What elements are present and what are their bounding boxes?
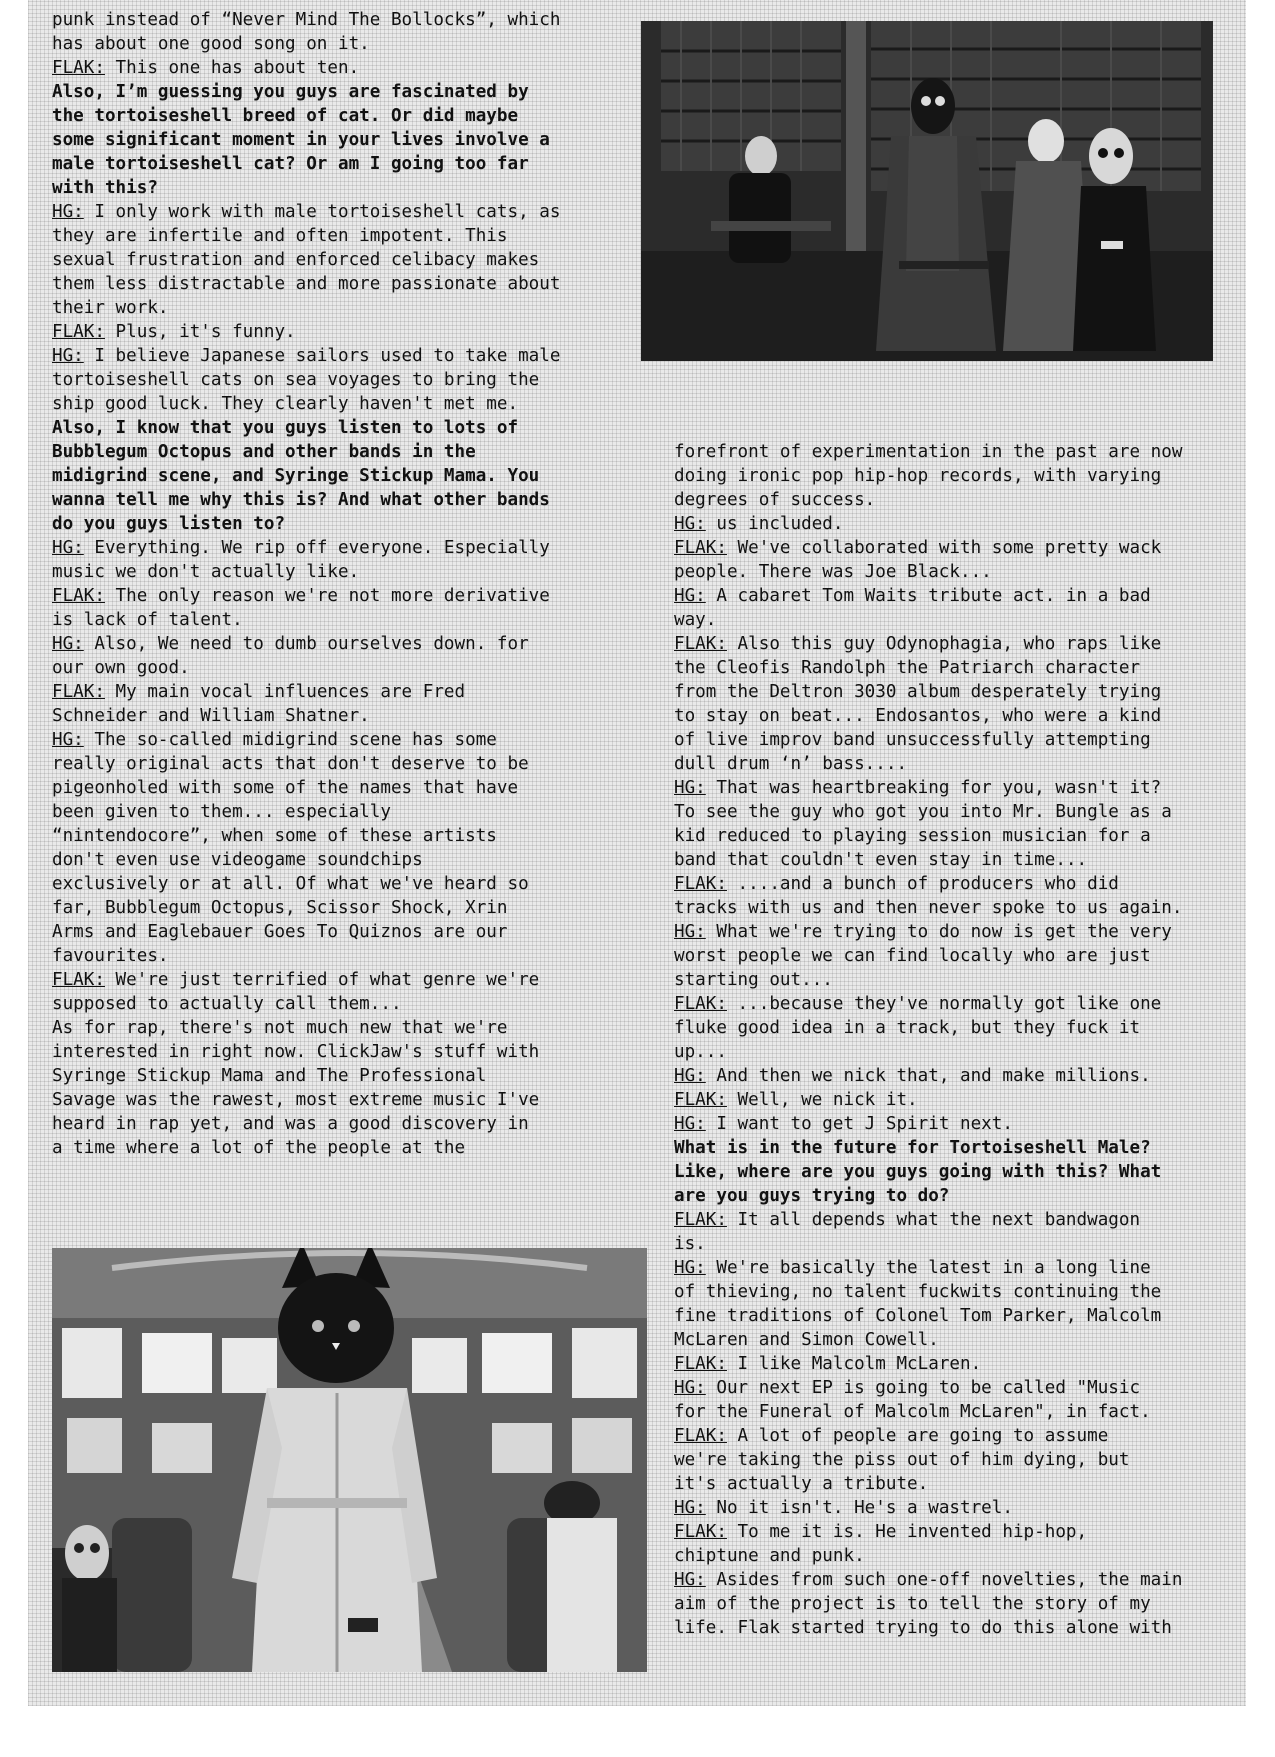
interview-answer-text: Well, we nick it.: [726, 1090, 918, 1110]
interview-answer-text: No it isn't. He's a wastrel.: [705, 1498, 1013, 1518]
speaker-label: HG:: [674, 1498, 706, 1518]
left-column-line: [52, 296, 612, 320]
right-column-line: [674, 1328, 1234, 1352]
left-column-line: [52, 632, 612, 656]
right-column-line: [674, 1064, 1234, 1088]
interview-question-text: Also, I’m guessing you guys are fascinated by: [52, 82, 529, 102]
interview-answer-text: chiptune and punk.: [674, 1546, 865, 1566]
speaker-label: FLAK:: [52, 58, 105, 78]
interview-answer-text: fine traditions of Colonel Tom Parker, Malcolm: [674, 1306, 1162, 1326]
interview-answer-text: dull drum ‘n’ bass....: [674, 754, 908, 774]
interview-answer-text: As for rap, there's not much new that we're: [52, 1018, 508, 1038]
right-column-line: [674, 944, 1234, 968]
left-column-line: [52, 344, 612, 368]
right-column-line: [674, 824, 1234, 848]
interview-answer-text: them less distractable and more passionate about: [52, 274, 561, 294]
interview-answer-text: ship good luck. They clearly haven't met me.: [52, 394, 519, 414]
interview-answer-text: up...: [674, 1042, 727, 1062]
left-text-column: [52, 8, 612, 1160]
left-column-line: [52, 272, 612, 296]
speaker-label: HG:: [674, 922, 706, 942]
interview-answer-text: ...because they've normally got like one: [726, 994, 1162, 1014]
interview-answer-text: a time where a lot of the people at the: [52, 1138, 466, 1158]
right-column-line: [674, 728, 1234, 752]
interview-answer-text: My main vocal influences are Fred: [104, 682, 466, 702]
interview-answer-text: I like Malcolm McLaren.: [726, 1354, 982, 1374]
interview-answer-text: from the Deltron 3030 album desperately trying: [674, 682, 1162, 702]
interview-answer-text: I only work with male tortoiseshell cats, as: [83, 202, 561, 222]
right-column-line: [674, 776, 1234, 800]
interview-answer-text: kid reduced to playing session musician for a: [674, 826, 1151, 846]
speaker-label: HG:: [674, 778, 706, 798]
interview-answer-text: don't even use videogame soundchips: [52, 850, 423, 870]
interview-answer-text: Everything. We rip off everyone. Especially: [83, 538, 550, 558]
interview-answer-text: Our next EP is going to be called "Music: [705, 1378, 1141, 1398]
right-text-column: [674, 440, 1234, 1640]
interview-question-text: with this?: [52, 178, 158, 198]
right-column-line: [674, 1448, 1234, 1472]
interview-question-text: are you guys trying to do?: [674, 1186, 950, 1206]
interview-answer-text: has about one good song on it.: [52, 34, 370, 54]
left-column-line: [52, 224, 612, 248]
speaker-label: FLAK:: [674, 874, 727, 894]
interview-answer-text: sexual frustration and enforced celibacy makes: [52, 250, 540, 270]
right-column-line: [674, 608, 1234, 632]
right-column-line: [674, 536, 1234, 560]
interview-answer-text: their work.: [52, 298, 169, 318]
left-column-line: [52, 872, 612, 896]
speaker-label: HG:: [52, 346, 84, 366]
right-column-line: [674, 968, 1234, 992]
interview-answer-text: We're just terrified of what genre we're: [104, 970, 540, 990]
right-column-line: [674, 1616, 1234, 1640]
left-column-line: [52, 512, 612, 536]
speaker-label: FLAK:: [52, 586, 105, 606]
left-column-line: [52, 824, 612, 848]
right-column-line: [674, 680, 1234, 704]
interview-answer-text: ....and a bunch of producers who did: [726, 874, 1119, 894]
interview-answer-text: McLaren and Simon Cowell.: [674, 1330, 939, 1350]
interview-answer-text: interested in right now. ClickJaw's stuff with: [52, 1042, 540, 1062]
left-column-line: [52, 704, 612, 728]
left-column-line: [52, 848, 612, 872]
interview-answer-text: worst people we can find locally who are just: [674, 946, 1151, 966]
interview-answer-text: it's actually a tribute.: [674, 1474, 929, 1494]
right-column-line: [674, 1568, 1234, 1592]
interview-answer-text: fluke good idea in a track, but they fuck it: [674, 1018, 1141, 1038]
left-column-line: [52, 440, 612, 464]
interview-answer-text: Syringe Stickup Mama and The Professional: [52, 1066, 487, 1086]
interview-answer-text: supposed to actually call them...: [52, 994, 402, 1014]
interview-answer-text: And then we nick that, and make millions.: [705, 1066, 1151, 1086]
speaker-label: FLAK:: [674, 994, 727, 1014]
left-column-line: [52, 1040, 612, 1064]
right-column-line: [674, 752, 1234, 776]
speaker-label: FLAK:: [52, 682, 105, 702]
interview-answer-text: favourites.: [52, 946, 169, 966]
left-column-line: [52, 776, 612, 800]
left-column-line: [52, 680, 612, 704]
right-column-line: [674, 872, 1234, 896]
left-column-line: [52, 536, 612, 560]
interview-question-text: Like, where are you guys going with this? What: [674, 1162, 1162, 1182]
interview-answer-text: I want to get J Spirit next.: [705, 1114, 1013, 1134]
right-column-line: [674, 1520, 1234, 1544]
left-column-line: [52, 560, 612, 584]
left-column-line: [52, 248, 612, 272]
right-column-line: [674, 1400, 1234, 1424]
interview-answer-text: of live improv band unsuccessfully attempting: [674, 730, 1151, 750]
left-column-line: [52, 944, 612, 968]
right-column-line: [674, 704, 1234, 728]
interview-answer-text: far, Bubblegum Octopus, Scissor Shock, Xrin: [52, 898, 508, 918]
interview-answer-text: us included.: [705, 514, 844, 534]
interview-question-text: midigrind scene, and Syringe Stickup Mama. You: [52, 466, 540, 486]
interview-answer-text: way.: [674, 610, 717, 630]
bus-cat-photo-graphic: [52, 1248, 647, 1672]
left-column-line: [52, 584, 612, 608]
left-column-line: [52, 1016, 612, 1040]
left-column-line: [52, 656, 612, 680]
right-column-line: [674, 656, 1234, 680]
right-column-line: [674, 992, 1234, 1016]
interview-question-text: the tortoiseshell breed of cat. Or did maybe: [52, 106, 519, 126]
interview-answer-text: doing ironic pop hip-hop records, with varying: [674, 466, 1162, 486]
left-column-line: [52, 152, 612, 176]
interview-answer-text: band that couldn't even stay in time...: [674, 850, 1088, 870]
right-column-line: [674, 1496, 1234, 1520]
interview-answer-text: exclusively or at all. Of what we've heard so: [52, 874, 529, 894]
speaker-label: FLAK:: [52, 322, 105, 342]
right-column-line: [674, 488, 1234, 512]
speaker-label: FLAK:: [52, 970, 105, 990]
left-column-line: [52, 464, 612, 488]
left-column-line: [52, 800, 612, 824]
interview-answer-text: Also, We need to dumb ourselves down. for: [83, 634, 529, 654]
interview-answer-text: degrees of success.: [674, 490, 876, 510]
right-column-line: [674, 584, 1234, 608]
interview-answer-text: Also this guy Odynophagia, who raps like: [726, 634, 1162, 654]
interview-answer-text: Asides from such one-off novelties, the main: [705, 1570, 1183, 1590]
interview-question-text: What is in the future for Tortoiseshell Male?: [674, 1138, 1151, 1158]
interview-answer-text: A cabaret Tom Waits tribute act. in a bad: [705, 586, 1151, 606]
right-column-line: [674, 1088, 1234, 1112]
interview-answer-text: heard in rap yet, and was a good discovery in: [52, 1114, 529, 1134]
left-column-line: [52, 608, 612, 632]
interview-question-text: male tortoiseshell cat? Or am I going too far: [52, 154, 529, 174]
interview-answer-text: Savage was the rawest, most extreme music I've: [52, 1090, 540, 1110]
speaker-label: FLAK:: [674, 634, 727, 654]
speaker-label: HG:: [52, 202, 84, 222]
interview-answer-text: is lack of talent.: [52, 610, 243, 630]
interview-answer-text: really original acts that don't deserve to be: [52, 754, 529, 774]
right-column-line: [674, 1472, 1234, 1496]
left-column-line: [52, 200, 612, 224]
interview-answer-text: “nintendocore”, when some of these artists: [52, 826, 497, 846]
interview-answer-text: What we're trying to do now is get the very: [705, 922, 1172, 942]
left-column-line: [52, 176, 612, 200]
speaker-label: HG:: [674, 514, 706, 534]
interview-answer-text: Schneider and William Shatner.: [52, 706, 370, 726]
left-column-line: [52, 80, 612, 104]
left-column-line: [52, 320, 612, 344]
left-column-line: [52, 992, 612, 1016]
interview-answer-text: Plus, it's funny.: [104, 322, 296, 342]
interview-answer-text: To me it is. He invented hip-hop,: [726, 1522, 1088, 1542]
speaker-label: HG:: [674, 1570, 706, 1590]
interview-answer-text: of thieving, no talent fuckwits continuing the: [674, 1282, 1162, 1302]
speaker-label: FLAK:: [674, 1354, 727, 1374]
right-column-line: [674, 632, 1234, 656]
interview-answer-text: our own good.: [52, 658, 190, 678]
interview-answer-text: aim of the project is to tell the story of my: [674, 1594, 1151, 1614]
right-column-line: [674, 1304, 1234, 1328]
left-column-line: [52, 8, 612, 32]
interview-answer-text: Arms and Eaglebauer Goes To Quiznos are our: [52, 922, 508, 942]
interview-answer-text: We've collaborated with some pretty wack: [726, 538, 1162, 558]
bus-cat-photo: [52, 1248, 647, 1672]
interview-answer-text: The so-called midigrind scene has some: [83, 730, 497, 750]
interview-answer-text: The only reason we're not more derivative: [104, 586, 550, 606]
right-column-line: [674, 1280, 1234, 1304]
right-column-line: [674, 1136, 1234, 1160]
speaker-label: FLAK:: [674, 538, 727, 558]
right-column-line: [674, 1256, 1234, 1280]
left-column-line: [52, 488, 612, 512]
right-column-line: [674, 1184, 1234, 1208]
speaker-label: HG:: [674, 1114, 706, 1134]
left-column-line: [52, 1136, 612, 1160]
interview-answer-text: pigeonholed with some of the names that have: [52, 778, 519, 798]
interview-answer-text: forefront of experimentation in the past are now: [674, 442, 1183, 462]
interview-answer-text: It all depends what the next bandwagon: [726, 1210, 1141, 1230]
interview-question-text: some significant moment in your lives involve a: [52, 130, 550, 150]
speaker-label: HG:: [674, 1378, 706, 1398]
interview-answer-text: This one has about ten.: [104, 58, 360, 78]
right-column-line: [674, 1424, 1234, 1448]
interview-answer-text: is.: [674, 1234, 706, 1254]
right-column-line: [674, 1352, 1234, 1376]
right-column-line: [674, 1376, 1234, 1400]
left-column-line: [52, 128, 612, 152]
right-column-line: [674, 512, 1234, 536]
right-column-line: [674, 1592, 1234, 1616]
interview-answer-text: the Cleofis Randolph the Patriarch character: [674, 658, 1141, 678]
left-column-line: [52, 368, 612, 392]
speaker-label: HG:: [674, 1258, 706, 1278]
interview-answer-text: to stay on beat... Endosantos, who were a kind: [674, 706, 1162, 726]
speaker-label: HG:: [52, 634, 84, 654]
right-column-line: [674, 920, 1234, 944]
right-column-line: [674, 800, 1234, 824]
library-photo: [641, 21, 1213, 361]
left-column-line: [52, 416, 612, 440]
interview-answer-text: for the Funeral of Malcolm McLaren", in fact.: [674, 1402, 1151, 1422]
left-column-line: [52, 392, 612, 416]
speaker-label: FLAK:: [674, 1426, 727, 1446]
left-column-line: [52, 1064, 612, 1088]
left-column-line: [52, 920, 612, 944]
interview-answer-text: we're taking the piss out of him dying, but: [674, 1450, 1130, 1470]
right-column-line: [674, 1544, 1234, 1568]
interview-answer-text: people. There was Joe Black...: [674, 562, 992, 582]
right-column-line: [674, 1112, 1234, 1136]
left-column-line: [52, 56, 612, 80]
left-column-line: [52, 728, 612, 752]
right-column-line: [674, 1160, 1234, 1184]
right-column-line: [674, 464, 1234, 488]
speaker-label: HG:: [52, 730, 84, 750]
right-column-line: [674, 1232, 1234, 1256]
left-column-line: [52, 1088, 612, 1112]
right-column-line: [674, 1208, 1234, 1232]
right-column-line: [674, 1016, 1234, 1040]
speaker-label: FLAK:: [674, 1090, 727, 1110]
interview-answer-text: starting out...: [674, 970, 833, 990]
interview-question-text: wanna tell me why this is? And what other bands: [52, 490, 550, 510]
right-column-line: [674, 1040, 1234, 1064]
speaker-label: HG:: [674, 586, 706, 606]
interview-answer-text: tracks with us and then never spoke to us again.: [674, 898, 1183, 918]
right-column-line: [674, 560, 1234, 584]
interview-answer-text: That was heartbreaking for you, wasn't it?: [705, 778, 1162, 798]
speaker-label: HG:: [674, 1066, 706, 1086]
interview-answer-text: been given to them... especially: [52, 802, 391, 822]
left-column-line: [52, 968, 612, 992]
interview-answer-text: tortoiseshell cats on sea voyages to bring the: [52, 370, 540, 390]
interview-question-text: do you guys listen to?: [52, 514, 286, 534]
right-column-line: [674, 896, 1234, 920]
right-column-line: [674, 848, 1234, 872]
interview-answer-text: A lot of people are going to assume: [726, 1426, 1109, 1446]
interview-answer-text: they are infertile and often impotent. This: [52, 226, 508, 246]
speaker-label: FLAK:: [674, 1522, 727, 1542]
interview-answer-text: I believe Japanese sailors used to take male: [83, 346, 561, 366]
interview-answer-text: punk instead of “Never Mind The Bollocks”, which: [52, 10, 561, 30]
left-column-line: [52, 1112, 612, 1136]
left-column-line: [52, 104, 612, 128]
left-column-line: [52, 896, 612, 920]
interview-answer-text: To see the guy who got you into Mr. Bungle as a: [674, 802, 1172, 822]
left-column-line: [52, 32, 612, 56]
speaker-label: HG:: [52, 538, 84, 558]
interview-answer-text: life. Flak started trying to do this alone with: [674, 1618, 1172, 1638]
interview-answer-text: music we don't actually like.: [52, 562, 360, 582]
right-column-line: [674, 440, 1234, 464]
left-column-line: [52, 752, 612, 776]
library-photo-graphic: [641, 21, 1213, 361]
interview-question-text: Also, I know that you guys listen to lots of: [52, 418, 519, 438]
interview-answer-text: We're basically the latest in a long line: [705, 1258, 1151, 1278]
interview-question-text: Bubblegum Octopus and other bands in the: [52, 442, 476, 462]
speaker-label: FLAK:: [674, 1210, 727, 1230]
